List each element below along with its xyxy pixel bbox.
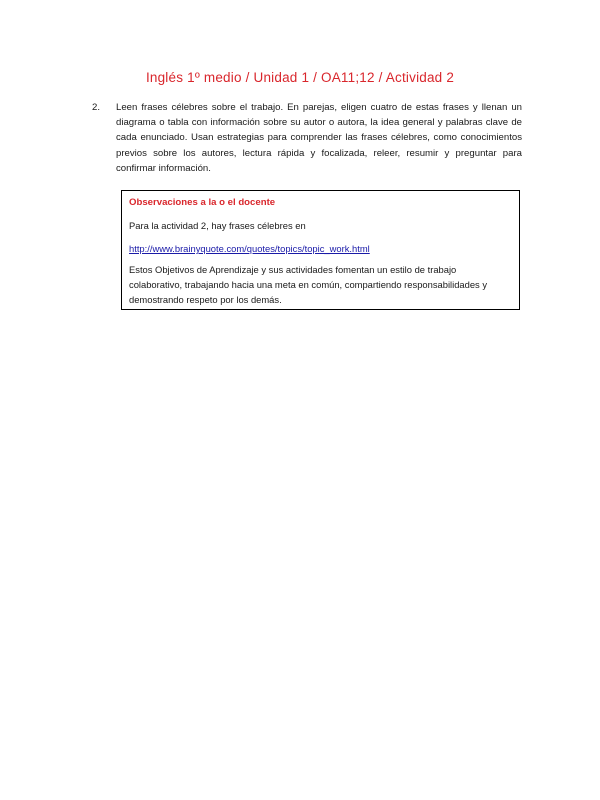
teacher-notes-body: Estos Objetivos de Aprendizaje y sus actividades fomentan un estilo de trabajo colaborativo, trabajando hacia una meta en común, compartiendo responsabilidades y demostrando respeto por los demás. xyxy=(129,264,488,305)
activity-description: Leen frases célebres sobre el trabajo. En parejas, eligen cuatro de estas frases y llenan un diagrama o tabla con información sobre su autor o autora, la idea general y palabras clave de cada enunciado. Usan estrategias para comprender las frases célebres, como conocimientos previos sobre los autores, lectura rápida y focalizada, releer, resumir y preguntar para confirmar información. xyxy=(116,102,522,174)
quotes-link[interactable]: http://www.brainyquote.com/quotes/topics/topic_work.html xyxy=(129,243,370,254)
page-title: Inglés 1º medio / Unidad 1 / OA11;12 / Actividad 2 xyxy=(145,70,455,85)
activity-item xyxy=(92,100,522,176)
activity-number: 2. xyxy=(92,102,101,113)
teacher-notes-title: Observaciones a la o el docente xyxy=(129,197,276,208)
teacher-notes-box xyxy=(121,190,520,310)
teacher-notes-intro: Para la actividad 2, hay frases célebres en xyxy=(129,220,306,231)
